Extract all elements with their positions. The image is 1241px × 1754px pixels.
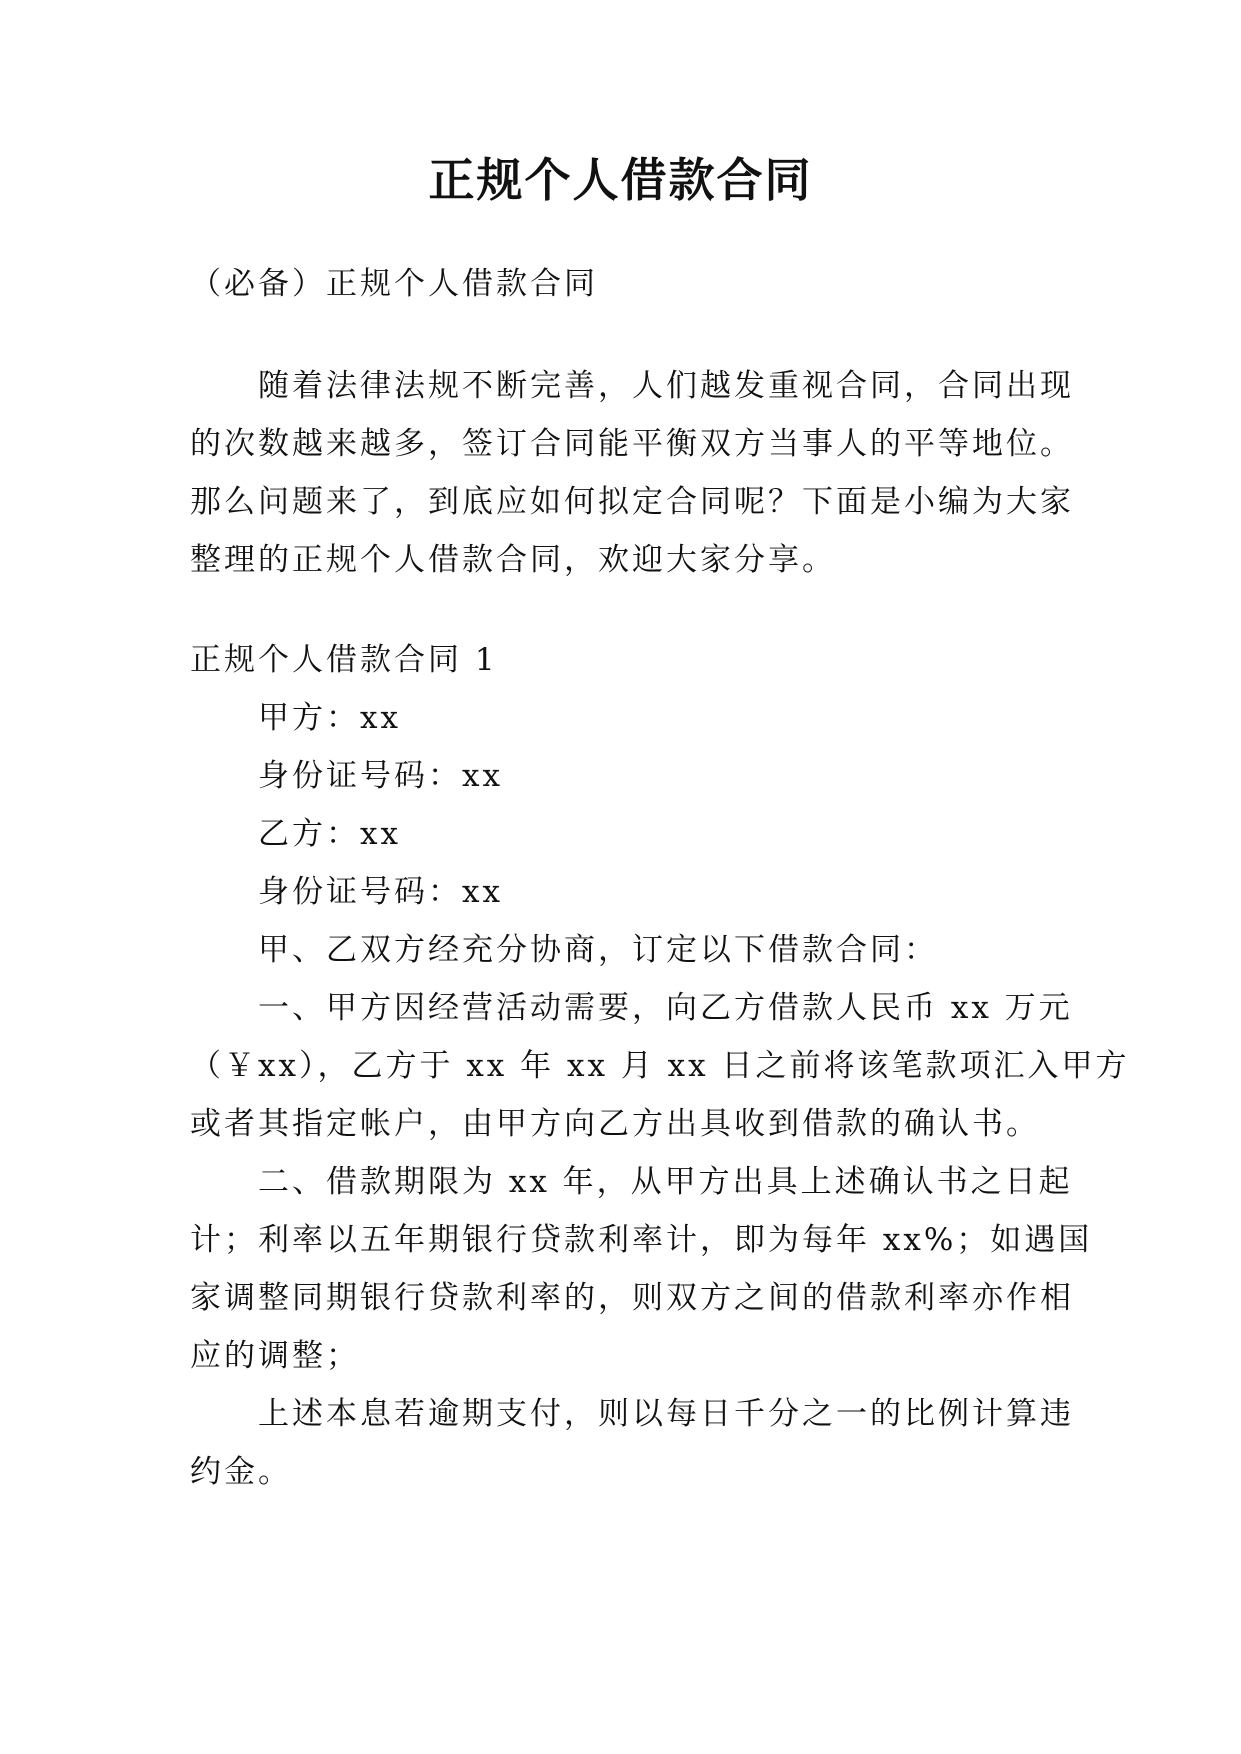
document-subtitle: （必备）正规个人借款合同: [190, 266, 598, 302]
section-heading: 正规个人借款合同 1: [190, 642, 498, 678]
intro-line-1: 随着法律法规不断完善，人们越发重视合同，合同出现: [258, 368, 1074, 404]
party-b: 乙方：xx: [258, 816, 401, 852]
penalty-line-2: 约金。: [190, 1454, 292, 1490]
party-b-id: 身份证号码：xx: [258, 874, 503, 910]
clause-2-line-2: 计；利率以五年期银行贷款利率计，即为每年 xx%；如遇国: [190, 1222, 1093, 1258]
clause-1-line-3: 或者其指定帐户，由甲方向乙方出具收到借款的确认书。: [190, 1106, 1040, 1142]
clause-2-line-1: 二、借款期限为 xx 年，从甲方出具上述确认书之日起: [258, 1164, 1073, 1200]
clause-2-line-3: 家调整同期银行贷款利率的，则双方之间的借款利率亦作相: [190, 1280, 1074, 1316]
clause-2-line-4: 应的调整；: [190, 1338, 360, 1374]
intro-line-2: 的次数越来越多，签订合同能平衡双方当事人的平等地位。: [190, 426, 1074, 462]
party-a: 甲方：xx: [258, 700, 401, 736]
intro-line-4: 整理的正规个人借款合同，欢迎大家分享。: [190, 542, 836, 578]
intro-line-3: 那么问题来了，到底应如何拟定合同呢？下面是小编为大家: [190, 484, 1074, 520]
clause-1-line-2: （￥xx），乙方于 xx 年 xx 月 xx 日之前将该笔款项汇入甲方: [190, 1048, 1130, 1084]
penalty-line-1: 上述本息若逾期支付，则以每日千分之一的比例计算违: [258, 1396, 1074, 1432]
clause-1-line-1: 一、甲方因经营活动需要，向乙方借款人民币 xx 万元: [258, 990, 1073, 1026]
party-a-id: 身份证号码：xx: [258, 758, 503, 794]
document-title: 正规个人借款合同: [428, 153, 813, 207]
agreement-intro: 甲、乙双方经充分协商，订定以下借款合同：: [258, 932, 938, 968]
